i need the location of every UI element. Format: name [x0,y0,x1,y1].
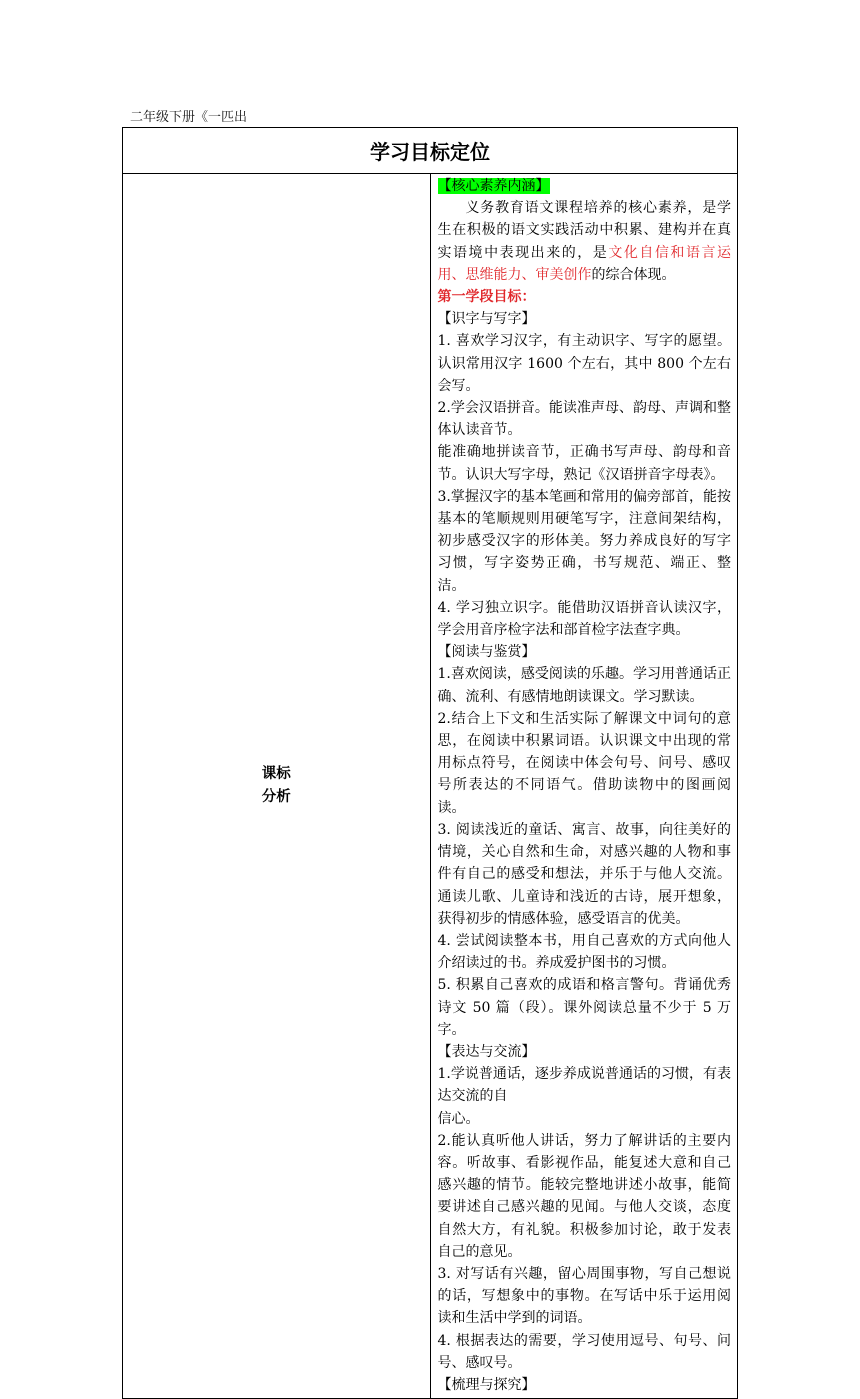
side-label-line2: 分析 [261,789,291,806]
literacy-item: 2.学会汉语拼音。能读准声母、韵母、声调和整体认读音节。 [437,400,731,439]
expression-item1-line1: 1.学说普通话，逐步养成说普通话的习惯，有表达交流的自 [437,1066,731,1105]
core-text-b: 的综合体现。 [591,266,676,283]
literacy-item: 1. 喜欢学习汉字，有主动识字、写字的愿望。认识常用汉字 1600 个左右，其中 800 个左右会写。 [437,333,731,394]
content-cell [430,174,738,1399]
reading-item: 4. 尝试阅读整本书，用自己喜欢的方式向他人介绍读过的书。养成爱护图书的习惯。 [437,932,731,972]
reading-item: 1.喜欢阅读，感受阅读的乐趣。学习用普通话正确、流利、有感情地朗读课文。学习默读。 [437,666,731,705]
table-title: 学习目标定位 [123,128,738,174]
literacy-item: 3.掌握汉字的基本笔画和常用的偏旁部首，能按基本的笔顺规则用硬笔写字，注意间架结构，初步感受汉字的形体美。努力养成良好的写字习惯，写字姿势正确，书写规范、端正、整洁。 [437,488,731,594]
stage-heading: 第一学段目标： [437,289,536,306]
side-label-line1: 课标 [261,766,291,783]
core-text-red: 文化自信和语言运用、思维能力、审美创作 [437,244,732,283]
expression-heading: 【表达与交流】 [437,1043,536,1060]
side-label-cell [123,174,431,1399]
expression-item1-line2: 信心。 [437,1110,480,1127]
sorting-heading: 【梳理与探究】 [437,1376,536,1393]
reading-heading: 【阅读与鉴赏】 [437,644,536,661]
core-heading: 【核心素养内涵】 [437,178,550,194]
reading-item: 2.结合上下文和生活实际了解课文中词句的意思，在阅读中积累词语。认识课文中出现的常用标点符号，在阅读中体会句号、问号、感叹号所表达的不同语气。借助读物中的图画阅读。 [437,710,731,816]
page-header: 二年级下册《一匹出 [130,110,248,125]
expression-item: 4. 根据表达的需要，学习使用逗号、句号、问号、感叹号。 [437,1332,731,1371]
goals-table [122,127,738,1399]
literacy-item: 4. 学习独立识字。能借助汉语拼音认读汉字，学会用音序检字法和部首检字法查字典。 [437,599,731,639]
core-paragraph [438,197,732,286]
expression-item: 2.能认真听他人讲话，努力了解讲话的主要内容。听故事、看影视作品，能复述大意和自己感兴趣的情节。能较完整地讲述小故事，能简要讲述自己感兴趣的见闻。与他人交谈，态度自然大方，有礼貌。积极参加讨论，敢于发表自己的意见。 [437,1132,731,1260]
reading-item: 3. 阅读浅近的童话、寓言、故事，向往美好的情境，关心自然和生命，对感兴趣的人物和事件有自己的感受和想法，并乐于与他人交流。通读儿歌、儿童诗和浅近的古诗，展开想象，获得初步的情感体验，感受语言的优美。 [437,821,731,927]
core-text-a: 义务教育语文课程培养的核心素养，是学生在积极的语文实践活动中积累、建构并在真实语境中表现出来的，是 [437,200,731,261]
literacy-item: 能准确地拼读音节，正确书写声母、韵母和音节。认识大写字母，熟记《汉语拼音字母表》。 [437,444,731,483]
reading-item: 5. 积累自己喜欢的成语和格言警句。背诵优秀诗文 50 篇（段）。课外阅读总量不少于 5 万字。 [437,977,731,1038]
literacy-heading: 【识字与写字】 [437,311,536,328]
expression-item: 3. 对写话有兴趣，留心周围事物，写自己想说的话，写想象中的事物。在写话中乐于运用阅读和生活中学到的词语。 [437,1265,731,1327]
